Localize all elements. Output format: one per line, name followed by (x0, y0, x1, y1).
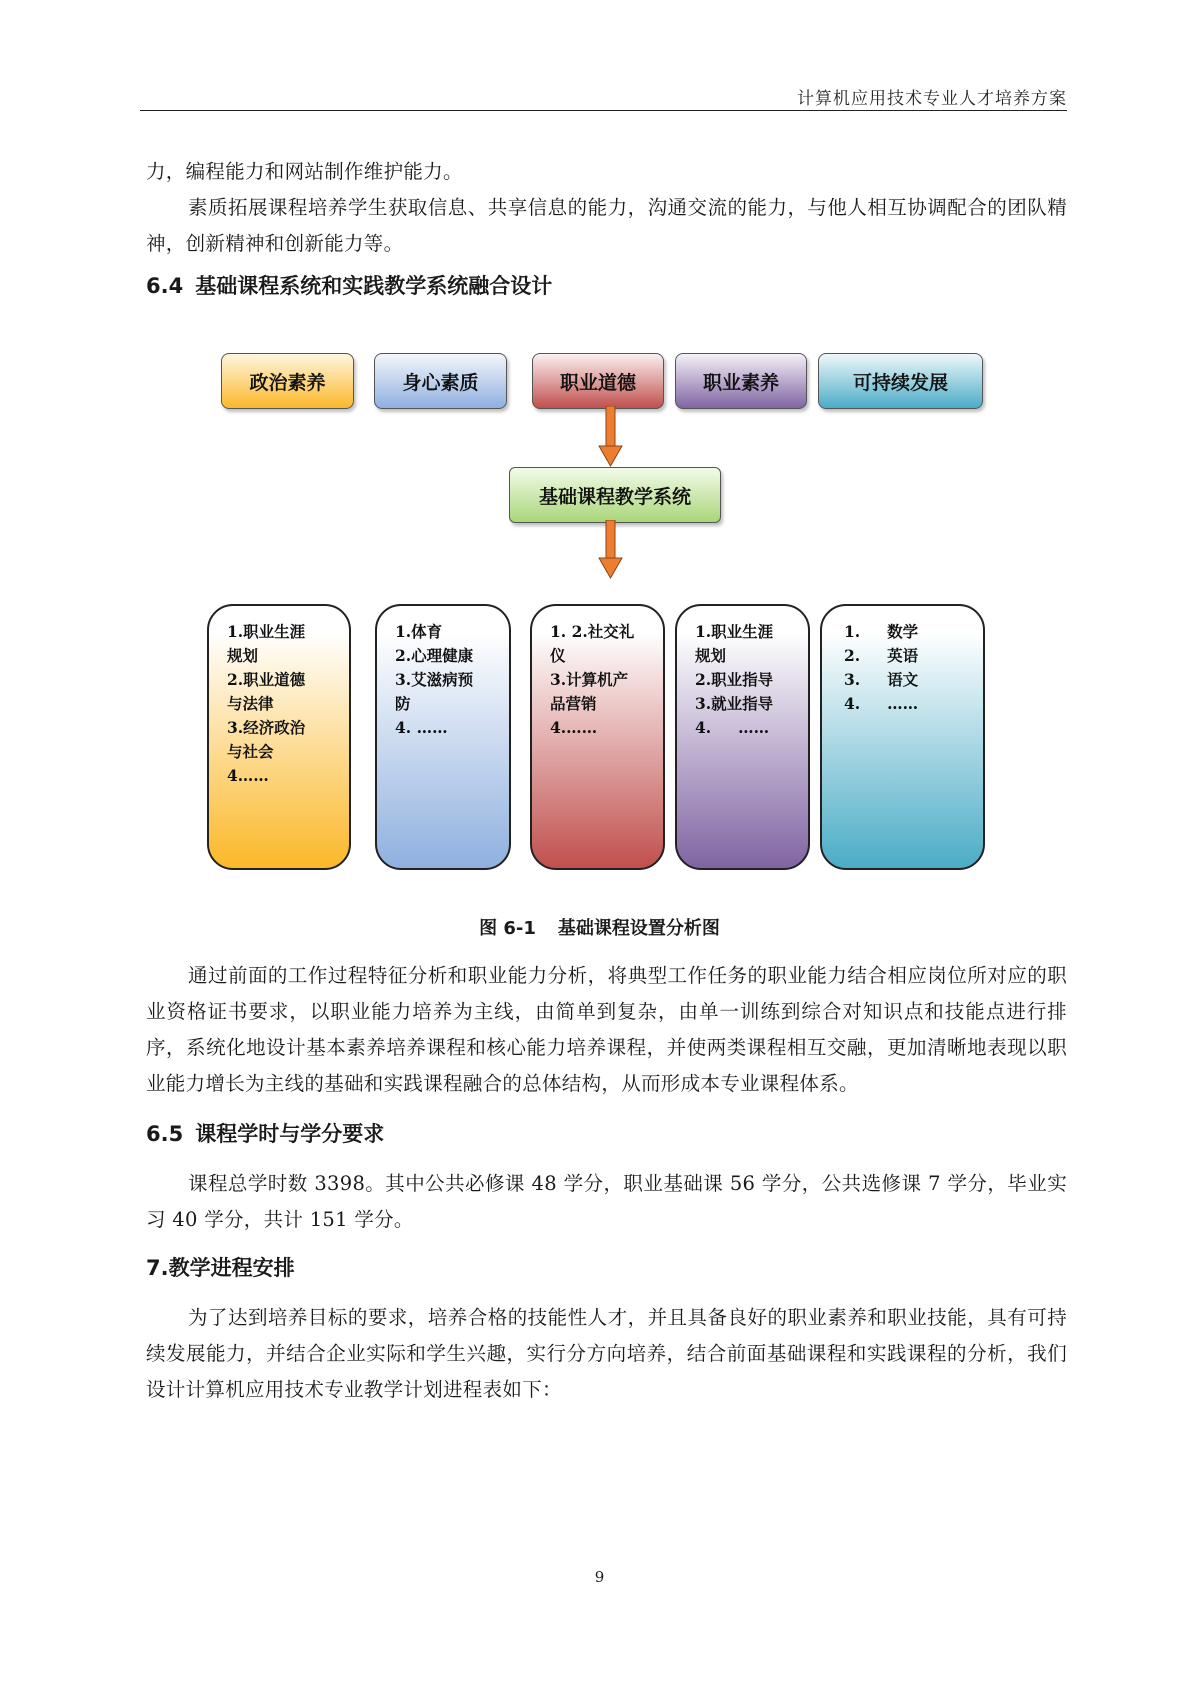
column-line: 规划 (227, 646, 259, 665)
section-number: 6.5 (146, 1122, 184, 1146)
page-number: 9 (594, 1568, 605, 1586)
top-box-ethics: 职业道德 (532, 353, 664, 409)
column-line: 3.艾滋病预 (395, 670, 474, 689)
section-heading-6-5 (146, 1118, 384, 1148)
column-line: 3.就业指导 (695, 694, 774, 713)
section-title: 课程学时与学分要求 (195, 1122, 385, 1146)
section-heading-6-4 (146, 270, 552, 300)
column-line: 2.职业道德 (227, 670, 306, 689)
column-professional (675, 604, 810, 870)
paragraph-curriculum-system: 通过前面的工作过程特征分析和职业能力分析，将典型工作任务的职业能力结合相应岗位所对应的职业资格证书要求，以职业能力培养为主线，由简单到复杂，由单一训练到综合对知识点和技能点进行排序，系统化地设计基本素养培养课程和核心能力培养课程，并使两类课程相互交融，更加清晰地表现以职业能力增长为主线的基础和实践课程融合的总体结构，从而形成本专业课程体系。 (146, 964, 1067, 1095)
column-line: 4.…… (550, 718, 598, 737)
column-line: 1.职业生涯 (695, 622, 774, 641)
column-physical-mental (375, 604, 511, 870)
column-line: 防 (395, 694, 411, 713)
top-box-political: 政治素养 (221, 353, 354, 409)
column-line: 4. …… (695, 718, 770, 737)
section-title: 基础课程系统和实践教学系统融合设计 (195, 274, 553, 298)
column-line: 2.心理健康 (395, 646, 474, 665)
column-line: 3.经济政治 (227, 718, 306, 737)
column-line: 仪 (550, 646, 566, 665)
arrow-down-2-icon (596, 520, 626, 580)
column-sustainable (820, 604, 985, 870)
column-line: 与法律 (227, 694, 274, 713)
top-box-physical-mental: 身心素质 (374, 353, 507, 409)
column-line: 1.体育 (395, 622, 443, 641)
center-box-foundation-system: 基础课程教学系统 (509, 467, 721, 523)
column-line: 1. 2.社交礼 (550, 622, 635, 641)
column-line: 1.职业生涯 (227, 622, 306, 641)
paragraph-continuation: 力，编程能力和网站制作维护能力。 (146, 160, 463, 183)
section-heading-7: 7.教学进程安排 (146, 1256, 295, 1280)
figure-title: 基础课程设置分析图 (557, 918, 720, 939)
column-line: 4. …… (844, 694, 919, 713)
running-header: 计算机应用技术专业人才培养方案 (797, 89, 1067, 109)
column-line: 2. 英语 (844, 646, 919, 665)
figure-caption (0, 914, 1199, 940)
column-line: 2.职业指导 (695, 670, 774, 689)
header-rule (140, 110, 1067, 111)
column-political (207, 604, 351, 870)
column-line: 3. 语文 (844, 670, 919, 689)
column-line: 1. 数学 (844, 622, 919, 641)
column-ethics (530, 604, 665, 870)
top-box-sustainable: 可持续发展 (818, 353, 983, 409)
section-number: 6.4 (146, 274, 184, 298)
column-line: 4…… (227, 766, 269, 785)
column-line: 品营销 (550, 694, 597, 713)
top-box-professional: 职业素养 (675, 353, 807, 409)
paragraph-quality-extension: 素质拓展课程培养学生获取信息、共享信息的能力，沟通交流的能力，与他人相互协调配合的团队精神，创新精神和创新能力等。 (146, 196, 1067, 255)
paragraph-credits: 课程总学时数 3398。其中公共必修课 48 学分，职业基础课 56 学分，公共选修课 7 学分，毕业实习 40 学分，共计 151 学分。 (146, 1172, 1067, 1231)
figure-number: 图 6-1 (479, 918, 536, 939)
column-line: 4. …… (395, 718, 448, 737)
column-line: 与社会 (227, 742, 274, 761)
column-line: 3.计算机产 (550, 670, 629, 689)
column-line: 规划 (695, 646, 727, 665)
paragraph-teaching-schedule: 为了达到培养目标的要求，培养合格的技能性人才，并且具备良好的职业素养和职业技能，具有可持续发展能力，并结合企业实际和学生兴趣，实行分方向培养，结合前面基础课程和实践课程的分析，我们设计计算机应用技术专业教学计划进程表如下： (146, 1306, 1067, 1401)
arrow-down-1-icon (596, 406, 626, 468)
